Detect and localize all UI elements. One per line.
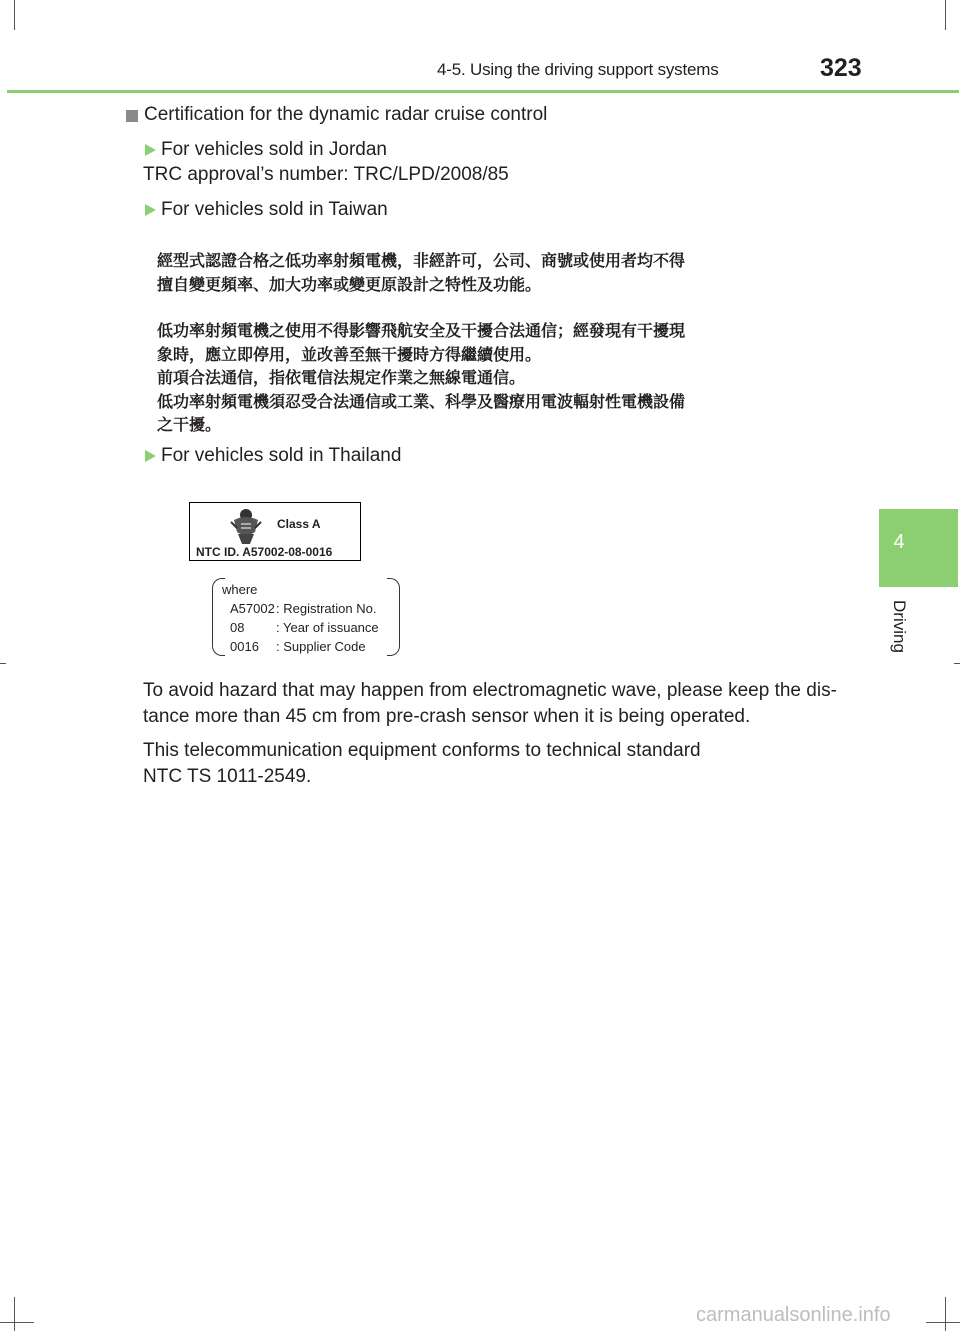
header-rule <box>7 90 959 93</box>
taiwan-notice-line: 前項合法通信，指依電信法規定作業之無線電通信。 <box>157 368 526 387</box>
thai-emblem-icon <box>228 506 264 546</box>
class-label: Class A <box>277 517 321 531</box>
taiwan-notice-line: 經型式認證合格之低功率射頻電機，非經許可，公司、商號或使用者均不得 <box>157 251 686 270</box>
ntc-id: NTC ID. A57002-08-0016 <box>196 545 333 559</box>
taiwan-subheading <box>145 199 388 221</box>
triangle-bullet-icon <box>145 450 156 462</box>
triangle-bullet-icon <box>145 144 156 156</box>
crop-mark <box>14 1297 15 1331</box>
legend-bracket-right <box>387 578 400 656</box>
watermark: carmanualsonline.info <box>696 1304 891 1326</box>
jordan-approval: TRC approval’s number: TRC/LPD/2008/85 <box>143 164 509 185</box>
legend-code: A57002 <box>230 601 275 616</box>
square-bullet-icon <box>126 110 138 122</box>
crop-mark <box>14 0 15 30</box>
taiwan-notice-line: 低功率射頻電機須忍受合法通信或工業、科學及醫療用電波輻射性電機設備 <box>157 391 686 411</box>
chapter-number: 4 <box>893 531 905 553</box>
legend-desc: : Supplier Code <box>276 639 366 654</box>
thailand-label: For vehicles sold in Thailand <box>161 445 402 466</box>
ntc-label <box>189 502 361 561</box>
warning-line: tance more than 45 cm from pre-crash sensor when it is being operated. <box>143 706 751 727</box>
taiwan-notice-line: 擅自變更頻率、加大功率或變更原設計之特性及功能。 <box>157 274 542 294</box>
thailand-subheading <box>145 445 401 467</box>
chapter-tab <box>879 509 958 587</box>
legend-code: 08 <box>230 620 245 635</box>
header-section-title: 4-5. Using the driving support systems <box>437 60 719 79</box>
section-heading <box>126 104 547 126</box>
jordan-label: For vehicles sold in Jordan <box>161 139 387 160</box>
warning-paragraph <box>143 678 837 730</box>
triangle-bullet-icon <box>145 204 156 216</box>
taiwan-notice-line: 低功率射頻電機之使用不得影響飛航安全及干擾合法通信；經發現有干擾現 <box>157 321 686 340</box>
standard-line: NTC TS 1011-2549. <box>143 766 312 787</box>
legend-desc: : Year of issuance <box>276 620 379 635</box>
crop-mark <box>0 1322 34 1323</box>
warning-line: To avoid hazard that may happen from electromagnetic wave, please keep the dis- <box>143 680 837 701</box>
page-number: 323 <box>820 54 862 82</box>
taiwan-notice-2 <box>157 319 817 437</box>
crop-mark <box>926 1322 960 1323</box>
taiwan-notice-1 <box>157 249 817 296</box>
taiwan-label: For vehicles sold in Taiwan <box>161 199 388 220</box>
legend-title: where <box>222 582 258 597</box>
crop-mark <box>954 663 960 664</box>
legend-desc: : Registration No. <box>276 601 377 616</box>
standard-paragraph <box>143 738 701 790</box>
crop-mark <box>945 1297 946 1331</box>
crop-mark <box>945 0 946 30</box>
section-heading-text: Certification for the dynamic radar cruise control <box>144 104 548 125</box>
ntc-legend <box>212 578 400 654</box>
chapter-label <box>879 600 919 680</box>
crop-mark <box>0 663 6 664</box>
jordan-subheading <box>145 139 387 161</box>
taiwan-notice-line: 之干擾。 <box>157 415 222 434</box>
standard-line: This telecommunication equipment conforms to technical standard <box>143 740 701 761</box>
chapter-name: Driving <box>890 600 909 653</box>
taiwan-notice-line: 象時，應立即停用，並改善至無干擾時方得繼續使用。 <box>157 344 542 364</box>
legend-code: 0016 <box>230 639 259 654</box>
